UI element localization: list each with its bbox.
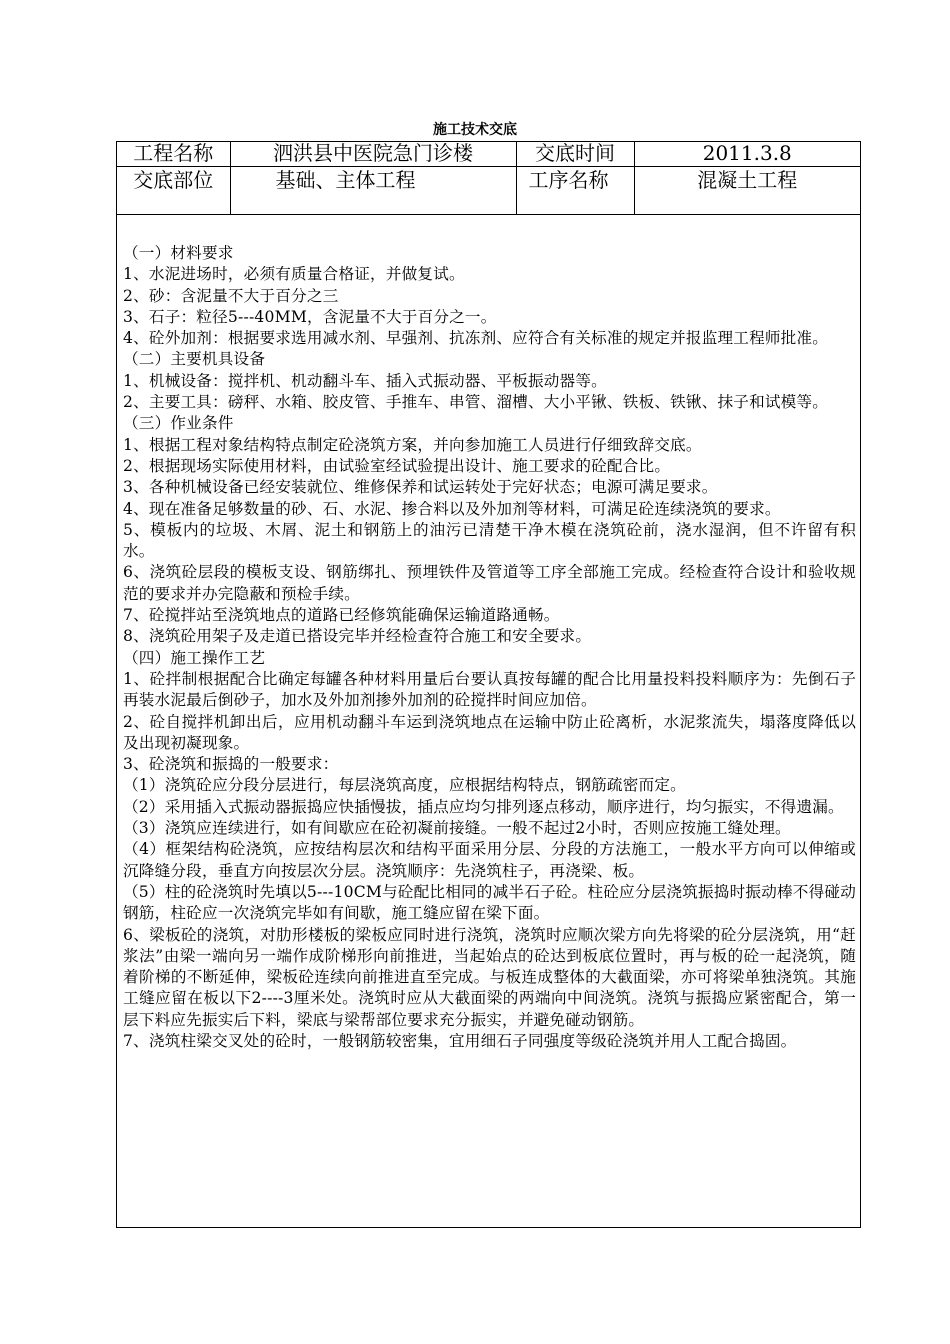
content-paragraph: 8、浇筑砼用架子及走道已搭设完毕并经检查符合施工和安全要求。 (123, 627, 592, 646)
content-paragraph: （5）柱的砼浇筑时先填以5---10CM与砼配比相同的减半石子砼。柱砼应分层浇筑振捣时振动棒不得碰动钢筋，柱砼应一次浇筑完毕如有间歇，施工缝应留在梁下面。 (123, 882, 856, 923)
handover-time-value: 2011.3.8 (634, 142, 860, 167)
content-paragraph: 6、梁板砼的浇筑，对肋形楼板的梁板应同时进行浇筑，浇筑时应顺次梁方向先将梁的砼分层浇筑，用“赶浆法”由梁一端向另一端作成阶梯形向前推进，当起始点的砼达到板底位置时，再与板的砼一起浇筑，随着阶梯的不断延伸，梁板砼连续向前推进直至完成。与板连成整体的大截面梁，亦可将梁单独浇筑。其施工缝应留在板以下2----3厘米处。浇筑时应从大截面梁的两端向中间浇筑。浇筑与振捣应紧密配合，第一层下料应先振实后下料，梁底与梁帮部位要求充分振实，并避免碰动钢筋。 (123, 925, 856, 1029)
content-paragraph: 2、主要工具：磅秤、水箱、胶皮管、手推车、串管、溜槽、大小平锹、铁板、铁锹、抹子和试模等。 (123, 393, 829, 412)
content-paragraph: 3、石子：粒径5---40MM，含泥量不大于百分之一。 (123, 307, 497, 326)
content-paragraph: （一）材料要求 (123, 244, 234, 262)
content-paragraph: 2、砼自搅拌机卸出后，应用机动翻斗车运到浇筑地点在运输中防止砼离析，水泥浆流失，塌落度降低以及出现初凝现象。 (123, 712, 856, 752)
content-paragraph: 7、浇筑柱梁交叉处的砼时，一般钢筋较密集，宜用细石子同强度等级砼浇筑并用人工配合捣固。 (123, 1031, 797, 1050)
document-title: 施工技术交底 (433, 122, 517, 138)
content-paragraph: 7、砼搅拌站至浇筑地点的道路已经修筑能确保运输道路通畅。 (123, 606, 560, 625)
header-row-2 (117, 167, 860, 215)
project-name-value: 泗洪县中医院急门诊楼 (230, 142, 516, 167)
handover-part-value: 基础、主体工程 (230, 167, 516, 215)
content-paragraph: 1、砼拌制根据配合比确定每罐各种材料用量后台要认真按每罐的配合比用量投料投料顺序为：先倒石子再装水泥最后倒砂子，加水及外加剂掺外加剂的砼搅拌时间应加倍。 (123, 669, 856, 710)
project-name-label: 工程名称 (117, 142, 230, 167)
content-paragraph: （4）框架结构砼浇筑，应按结构层次和结构平面采用分层、分段的方法施工，一般水平方向可以伸缩或沉降缝分段，垂直方向按层次分层。浇筑顺序：先浇筑柱子，再浇梁、板。 (123, 840, 856, 880)
content-paragraph: （2）采用插入式振动器振捣应快插慢拔，插点应均匀排列逐点移动，顺序进行，均匀振实，不得遗漏。 (123, 797, 844, 816)
content-paragraph: 2、砂：含泥量不大于百分之三 (123, 286, 339, 305)
handover-form (116, 141, 861, 1228)
content-paragraph: 3、砼浇筑和振捣的一般要求： (123, 755, 339, 774)
content-paragraph: 4、现在准备足够数量的砂、石、水泥、掺合料以及外加剂等材料，可满足砼连续浇筑的要求。 (123, 499, 781, 518)
content-paragraph: 1、水泥进场时，必须有质量合格证，并做复试。 (123, 265, 465, 284)
content-paragraph: （3）浇筑应连续进行，如有间歇应在砼初凝前接缝。一般不起过2小时，否则应按施工缝处理。 (123, 819, 791, 838)
content-paragraph: 5、模板内的垃圾、木屑、泥土和钢筋上的油污已清楚干净木模在浇筑砼前，浇水湿润，但不许留有积水。 (123, 520, 856, 561)
process-name-label: 工序名称 (516, 167, 634, 215)
handover-part-label: 交底部位 (117, 167, 230, 215)
content-paragraph: （1）浇筑砼应分段分层进行，每层浇筑高度，应根据结构特点，钢筋疏密而定。 (123, 776, 686, 795)
content-paragraph: 1、根据工程对象结构特点制定砼浇筑方案，并向参加施工人员进行仔细致辞交底。 (123, 435, 702, 454)
content-paragraph: 4、砼外加剂：根据要求选用减水剂、早强剂、抗冻剂、应符合有关标准的规定并报监理工程师批准。 (123, 329, 829, 348)
content-paragraph: 6、浇筑砼层段的模板支设、钢筋绑扎、预埋铁件及管道等工序全部施工完成。经检查符合设计和验收规范的要求并办完隐蔽和预检手续。 (123, 563, 856, 603)
header-row-1 (117, 142, 860, 167)
content-paragraph: 2、根据现场实际使用材料，由试验室经试验提出设计、施工要求的砼配合比。 (123, 456, 671, 475)
header-table (117, 142, 860, 215)
content-paragraph: 3、各种机械设备已经安装就位、维修保养和试运转处于完好状态；电源可满足要求。 (123, 478, 718, 497)
content-body (123, 243, 856, 1052)
process-name-value: 混凝土工程 (634, 167, 860, 215)
content-paragraph: 1、机械设备：搅拌机、机动翻斗车、插入式振动器、平板振动器等。 (123, 371, 607, 390)
content-paragraph: （二）主要机具设备 (123, 350, 266, 369)
content-paragraph: （三）作业条件 (123, 414, 234, 433)
content-paragraph: （四）施工操作工艺 (123, 648, 266, 667)
handover-time-label: 交底时间 (516, 142, 634, 167)
